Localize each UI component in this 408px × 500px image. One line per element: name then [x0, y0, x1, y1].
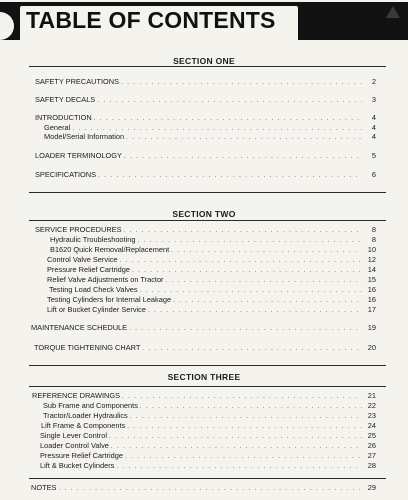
toc-subentry[interactable]: Sub Frame and Components . . . 22 — [43, 401, 376, 412]
toc-entry[interactable]: SPECIFICATIONS . . . 6 — [35, 170, 376, 181]
toc-subentry[interactable]: Testing Cylinders for Internal Leakage . . . 16 — [47, 295, 376, 306]
toc-subentry[interactable]: Pressure Relief Cartridge . . . 14 — [47, 265, 376, 276]
toc-entry[interactable]: NOTES . . . 29 — [31, 483, 376, 494]
toc-subentry[interactable]: Control Valve Service . . . 12 — [47, 255, 376, 266]
binder-tab — [0, 12, 14, 40]
page-title: TABLE OF CONTENTS — [26, 7, 276, 33]
toc-entry[interactable]: REFERENCE DRAWINGS . . . 21 — [32, 391, 376, 402]
toc-subentry[interactable]: Loader Control Valve . . . 26 — [40, 441, 376, 452]
title-panel — [20, 6, 298, 42]
toc-subentry[interactable]: General . . . 4 — [44, 123, 376, 134]
toc-entry[interactable]: TORQUE TIGHTENING CHART . . . 20 — [34, 343, 376, 354]
toc-entry[interactable]: INTRODUCTION . . . 4 — [35, 113, 376, 124]
toc-subentry[interactable]: Lift Frame & Components . . . 24 — [41, 421, 376, 432]
toc-entry[interactable]: SAFETY PRECAUTIONS . . . 2 — [35, 77, 376, 88]
section-two-heading: SECTION TWO — [172, 209, 236, 219]
toc-entry[interactable]: MAINTENANCE SCHEDULE . . . 19 — [31, 323, 376, 334]
section-one-heading: SECTION ONE — [173, 56, 235, 66]
toc-subentry[interactable]: Tractor/Loader Hydraulics . . . 23 — [43, 411, 376, 422]
section-three-heading: SECTION THREE — [167, 372, 241, 382]
header-bar — [0, 2, 408, 40]
warning-triangle-icon — [386, 6, 400, 18]
toc-entry[interactable]: LOADER TERMINOLOGY . . . 5 — [35, 151, 376, 162]
toc-subentry[interactable]: Relief Valve Adjustments on Tractor . . . 15 — [47, 275, 376, 286]
toc-subentry[interactable]: Testing Load Check Valves . . . 16 — [49, 285, 376, 296]
toc-subentry[interactable]: Single Lever Control . . . 25 — [40, 431, 376, 442]
toc-entry[interactable]: SERVICE PROCEDURES . . . 8 — [35, 225, 376, 236]
toc-subentry[interactable]: Lift or Bucket Cylinder Service . . . 17 — [47, 305, 376, 316]
toc-subentry[interactable]: Model/Serial Information . . . 4 — [44, 132, 376, 143]
toc-subentry[interactable]: Hydraulic Troubleshooting . . . 8 — [50, 235, 376, 246]
toc-subentry[interactable]: Lift & Bucket Cylinders . . . 28 — [40, 461, 376, 472]
toc-subentry[interactable]: Pressure Relief Cartridge . . . 27 — [40, 451, 376, 462]
toc-entry[interactable]: SAFETY DECALS . . . 3 — [35, 95, 376, 106]
toc-subentry[interactable]: B1620 Quick Removal/Replacement . . . 10 — [50, 245, 376, 256]
